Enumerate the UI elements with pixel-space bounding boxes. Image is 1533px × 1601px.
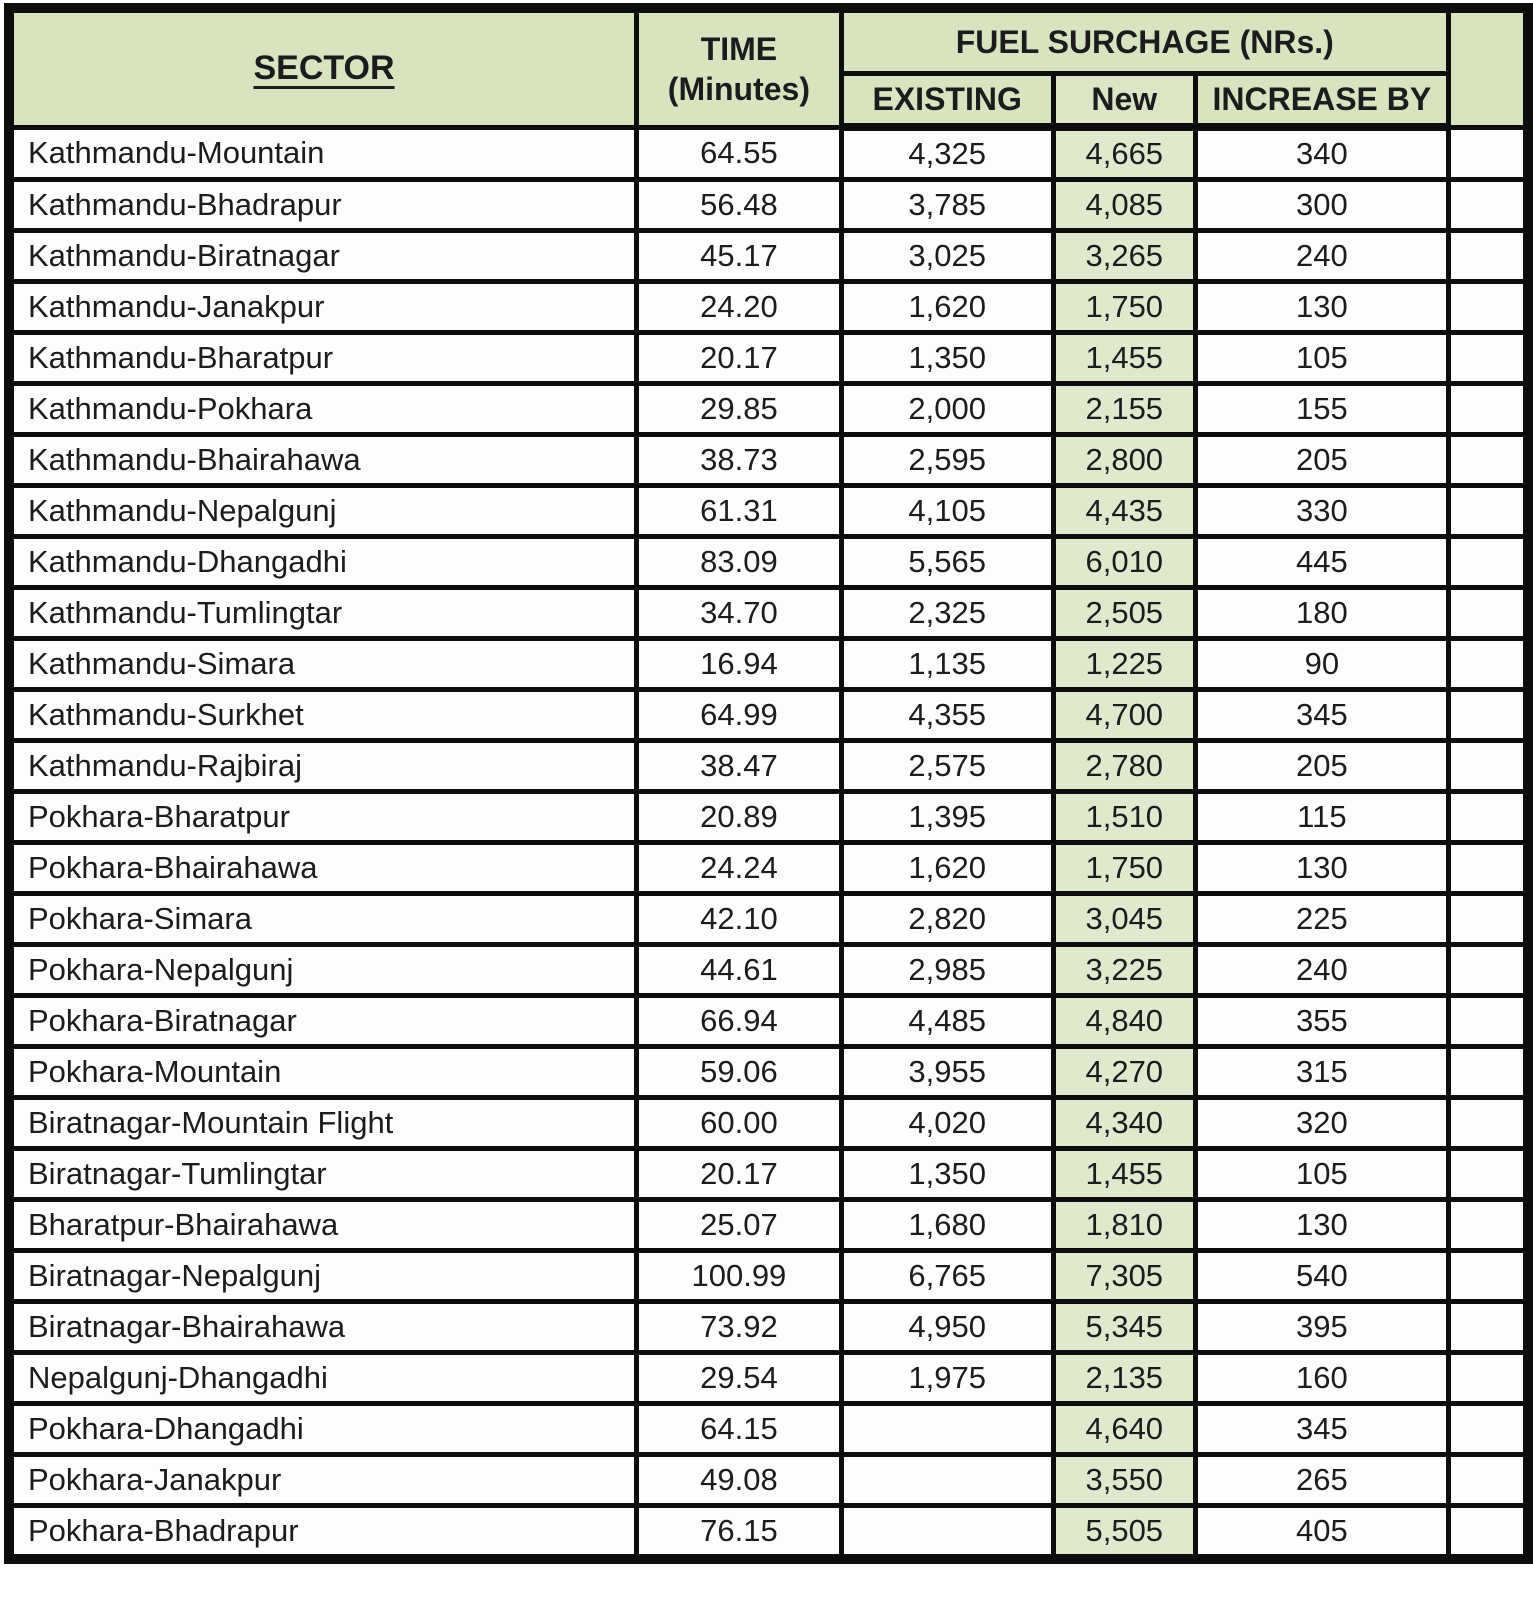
- time-cell: 59.06: [637, 1047, 842, 1098]
- increase-by-cell: 355: [1195, 996, 1448, 1047]
- new-surcharge-cell: 7,305: [1053, 1251, 1195, 1302]
- existing-surcharge-cell: 5,565: [841, 537, 1053, 588]
- new-surcharge-cell: 5,345: [1053, 1302, 1195, 1353]
- time-cell: 20.17: [637, 333, 842, 384]
- new-surcharge-cell: 6,010: [1053, 537, 1195, 588]
- increase-by-cell: 115: [1195, 792, 1448, 843]
- table-row: [9, 282, 1528, 333]
- time-cell: 76.15: [637, 1506, 842, 1560]
- table-row: [9, 1455, 1528, 1506]
- existing-surcharge-cell: 1,975: [841, 1353, 1053, 1404]
- sector-cell: Kathmandu-Mountain: [9, 127, 637, 180]
- increase-by-cell: 345: [1195, 690, 1448, 741]
- partial-column-cell: [1448, 127, 1528, 180]
- increase-by-cell: 130: [1195, 843, 1448, 894]
- sector-cell: Pokhara-Janakpur: [9, 1455, 637, 1506]
- new-surcharge-cell: 3,225: [1053, 945, 1195, 996]
- table-row: [9, 1047, 1528, 1098]
- time-cell: 25.07: [637, 1200, 842, 1251]
- table-row: [9, 180, 1528, 231]
- sector-cell: Kathmandu-Biratnagar: [9, 231, 637, 282]
- existing-surcharge-cell: 1,135: [841, 639, 1053, 690]
- table-row: [9, 894, 1528, 945]
- partial-column-cell: [1448, 282, 1528, 333]
- sector-cell: Biratnagar-Bhairahawa: [9, 1302, 637, 1353]
- header-time-line1: TIME: [700, 30, 778, 67]
- time-cell: 16.94: [637, 639, 842, 690]
- existing-surcharge-cell: 4,325: [841, 127, 1053, 180]
- table-row: [9, 843, 1528, 894]
- table-row: [9, 639, 1528, 690]
- existing-surcharge-cell: 6,765: [841, 1251, 1053, 1302]
- existing-surcharge-cell: 3,025: [841, 231, 1053, 282]
- increase-by-cell: 155: [1195, 384, 1448, 435]
- new-surcharge-cell: 1,455: [1053, 1149, 1195, 1200]
- sector-cell: Kathmandu-Surkhet: [9, 690, 637, 741]
- sector-cell: Biratnagar-Tumlingtar: [9, 1149, 637, 1200]
- new-surcharge-cell: 2,800: [1053, 435, 1195, 486]
- existing-surcharge-cell: 3,955: [841, 1047, 1053, 1098]
- increase-by-cell: 265: [1195, 1455, 1448, 1506]
- sector-cell: Kathmandu-Simara: [9, 639, 637, 690]
- existing-surcharge-cell: 1,395: [841, 792, 1053, 843]
- new-surcharge-cell: 4,700: [1053, 690, 1195, 741]
- header-existing: EXISTING: [841, 74, 1053, 128]
- existing-surcharge-cell: 2,000: [841, 384, 1053, 435]
- time-cell: 60.00: [637, 1098, 842, 1149]
- existing-surcharge-cell: 2,985: [841, 945, 1053, 996]
- new-surcharge-cell: 4,270: [1053, 1047, 1195, 1098]
- sector-cell: Nepalgunj-Dhangadhi: [9, 1353, 637, 1404]
- time-cell: 29.85: [637, 384, 842, 435]
- existing-surcharge-cell: 1,350: [841, 1149, 1053, 1200]
- time-cell: 56.48: [637, 180, 842, 231]
- existing-surcharge-cell: 4,105: [841, 486, 1053, 537]
- partial-column-cell: [1448, 231, 1528, 282]
- partial-column-cell: [1448, 1149, 1528, 1200]
- increase-by-cell: 105: [1195, 1149, 1448, 1200]
- new-surcharge-cell: 1,810: [1053, 1200, 1195, 1251]
- table-row: [9, 384, 1528, 435]
- sector-cell: Biratnagar-Mountain Flight: [9, 1098, 637, 1149]
- partial-column-cell: [1448, 1098, 1528, 1149]
- partial-column-cell: [1448, 1047, 1528, 1098]
- sector-cell: Biratnagar-Nepalgunj: [9, 1251, 637, 1302]
- sector-cell: Pokhara-Bhairahawa: [9, 843, 637, 894]
- sector-cell: Pokhara-Bhadrapur: [9, 1506, 637, 1560]
- time-cell: 49.08: [637, 1455, 842, 1506]
- new-surcharge-cell: 3,265: [1053, 231, 1195, 282]
- increase-by-cell: 225: [1195, 894, 1448, 945]
- time-cell: 20.89: [637, 792, 842, 843]
- sector-cell: Pokhara-Mountain: [9, 1047, 637, 1098]
- time-cell: 38.47: [637, 741, 842, 792]
- time-cell: 44.61: [637, 945, 842, 996]
- time-cell: 73.92: [637, 1302, 842, 1353]
- table-row: [9, 1251, 1528, 1302]
- time-cell: 61.31: [637, 486, 842, 537]
- partial-column-cell: [1448, 384, 1528, 435]
- existing-surcharge-cell: 4,950: [841, 1302, 1053, 1353]
- existing-surcharge-cell: [841, 1506, 1053, 1560]
- existing-surcharge-cell: 2,820: [841, 894, 1053, 945]
- new-surcharge-cell: 4,435: [1053, 486, 1195, 537]
- header-sector: [9, 8, 637, 127]
- existing-surcharge-cell: 1,680: [841, 1200, 1053, 1251]
- new-surcharge-cell: 2,505: [1053, 588, 1195, 639]
- partial-column-cell: [1448, 639, 1528, 690]
- table-row: [9, 996, 1528, 1047]
- table-row: [9, 333, 1528, 384]
- sector-cell: Pokhara-Bharatpur: [9, 792, 637, 843]
- time-cell: 42.10: [637, 894, 842, 945]
- partial-column-cell: [1448, 486, 1528, 537]
- new-surcharge-cell: 5,505: [1053, 1506, 1195, 1560]
- new-surcharge-cell: 3,550: [1053, 1455, 1195, 1506]
- increase-by-cell: 205: [1195, 741, 1448, 792]
- time-cell: 34.70: [637, 588, 842, 639]
- existing-surcharge-cell: 1,620: [841, 282, 1053, 333]
- time-cell: 66.94: [637, 996, 842, 1047]
- existing-surcharge-cell: 4,355: [841, 690, 1053, 741]
- partial-column-cell: [1448, 1353, 1528, 1404]
- time-cell: 24.24: [637, 843, 842, 894]
- sector-cell: Kathmandu-Bhairahawa: [9, 435, 637, 486]
- sector-cell: Kathmandu-Dhangadhi: [9, 537, 637, 588]
- table-row: [9, 1302, 1528, 1353]
- increase-by-cell: 445: [1195, 537, 1448, 588]
- header-sector-label: SECTOR: [253, 49, 395, 88]
- partial-column-cell: [1448, 1404, 1528, 1455]
- table-row: [9, 741, 1528, 792]
- sector-cell: Kathmandu-Nepalgunj: [9, 486, 637, 537]
- increase-by-cell: 300: [1195, 180, 1448, 231]
- sector-cell: Kathmandu-Janakpur: [9, 282, 637, 333]
- increase-by-cell: 240: [1195, 231, 1448, 282]
- increase-by-cell: 405: [1195, 1506, 1448, 1560]
- partial-column-cell: [1448, 843, 1528, 894]
- sector-cell: Kathmandu-Rajbiraj: [9, 741, 637, 792]
- new-surcharge-cell: 1,510: [1053, 792, 1195, 843]
- table-row: [9, 1200, 1528, 1251]
- sector-cell: Kathmandu-Pokhara: [9, 384, 637, 435]
- increase-by-cell: 320: [1195, 1098, 1448, 1149]
- existing-surcharge-cell: 1,350: [841, 333, 1053, 384]
- sector-cell: Bharatpur-Bhairahawa: [9, 1200, 637, 1251]
- header-increase-by: INCREASE BY: [1195, 74, 1448, 128]
- time-cell: 83.09: [637, 537, 842, 588]
- increase-by-cell: 395: [1195, 1302, 1448, 1353]
- increase-by-cell: 205: [1195, 435, 1448, 486]
- new-surcharge-cell: 1,225: [1053, 639, 1195, 690]
- time-cell: 38.73: [637, 435, 842, 486]
- table-row: [9, 1404, 1528, 1455]
- increase-by-cell: 330: [1195, 486, 1448, 537]
- partial-column-cell: [1448, 894, 1528, 945]
- partial-column-cell: [1448, 1455, 1528, 1506]
- time-cell: 64.99: [637, 690, 842, 741]
- partial-column-cell: [1448, 945, 1528, 996]
- sector-cell: Pokhara-Dhangadhi: [9, 1404, 637, 1455]
- sector-cell: Kathmandu-Bharatpur: [9, 333, 637, 384]
- table-row: [9, 1353, 1528, 1404]
- partial-column-cell: [1448, 537, 1528, 588]
- table-row: [9, 537, 1528, 588]
- sector-cell: Kathmandu-Bhadrapur: [9, 180, 637, 231]
- table-row: [9, 435, 1528, 486]
- new-surcharge-cell: 1,750: [1053, 843, 1195, 894]
- increase-by-cell: 90: [1195, 639, 1448, 690]
- new-surcharge-cell: 2,135: [1053, 1353, 1195, 1404]
- time-cell: 24.20: [637, 282, 842, 333]
- new-surcharge-cell: 4,085: [1053, 180, 1195, 231]
- new-surcharge-cell: 2,155: [1053, 384, 1195, 435]
- increase-by-cell: 180: [1195, 588, 1448, 639]
- table-row: [9, 127, 1528, 180]
- table-row: [9, 945, 1528, 996]
- new-surcharge-cell: 4,665: [1053, 127, 1195, 180]
- existing-surcharge-cell: 4,485: [841, 996, 1053, 1047]
- header-partial-column: [1448, 8, 1528, 127]
- partial-column-cell: [1448, 588, 1528, 639]
- new-surcharge-cell: 1,455: [1053, 333, 1195, 384]
- existing-surcharge-cell: 2,325: [841, 588, 1053, 639]
- partial-column-cell: [1448, 180, 1528, 231]
- new-surcharge-cell: 2,780: [1053, 741, 1195, 792]
- new-surcharge-cell: 4,840: [1053, 996, 1195, 1047]
- partial-column-cell: [1448, 435, 1528, 486]
- table-row: [9, 588, 1528, 639]
- sector-cell: Pokhara-Biratnagar: [9, 996, 637, 1047]
- header-time: [637, 8, 842, 127]
- sector-cell: Pokhara-Simara: [9, 894, 637, 945]
- fuel-surcharge-table: [4, 3, 1533, 1564]
- partial-column-cell: [1448, 333, 1528, 384]
- increase-by-cell: 130: [1195, 282, 1448, 333]
- table-row: [9, 792, 1528, 843]
- partial-column-cell: [1448, 792, 1528, 843]
- header-fuel-surcharge-group: FUEL SURCHAGE (NRs.): [841, 8, 1448, 74]
- new-surcharge-cell: 3,045: [1053, 894, 1195, 945]
- partial-column-cell: [1448, 741, 1528, 792]
- table-row: [9, 1506, 1528, 1560]
- time-cell: 64.55: [637, 127, 842, 180]
- partial-column-cell: [1448, 1302, 1528, 1353]
- existing-surcharge-cell: [841, 1455, 1053, 1506]
- table-row: [9, 690, 1528, 741]
- increase-by-cell: 345: [1195, 1404, 1448, 1455]
- increase-by-cell: 340: [1195, 127, 1448, 180]
- increase-by-cell: 240: [1195, 945, 1448, 996]
- existing-surcharge-cell: [841, 1404, 1053, 1455]
- existing-surcharge-cell: 2,595: [841, 435, 1053, 486]
- header-new: New: [1053, 74, 1195, 128]
- time-cell: 45.17: [637, 231, 842, 282]
- table-row: [9, 231, 1528, 282]
- partial-column-cell: [1448, 996, 1528, 1047]
- table-row: [9, 486, 1528, 537]
- increase-by-cell: 160: [1195, 1353, 1448, 1404]
- increase-by-cell: 540: [1195, 1251, 1448, 1302]
- time-cell: 64.15: [637, 1404, 842, 1455]
- sector-cell: Kathmandu-Tumlingtar: [9, 588, 637, 639]
- existing-surcharge-cell: 2,575: [841, 741, 1053, 792]
- header-time-line2: (Minutes): [667, 70, 810, 107]
- existing-surcharge-cell: 4,020: [841, 1098, 1053, 1149]
- new-surcharge-cell: 1,750: [1053, 282, 1195, 333]
- new-surcharge-cell: 4,340: [1053, 1098, 1195, 1149]
- existing-surcharge-cell: 1,620: [841, 843, 1053, 894]
- increase-by-cell: 130: [1195, 1200, 1448, 1251]
- table-row: [9, 1149, 1528, 1200]
- partial-column-cell: [1448, 1251, 1528, 1302]
- existing-surcharge-cell: 3,785: [841, 180, 1053, 231]
- sector-cell: Pokhara-Nepalgunj: [9, 945, 637, 996]
- table-row: [9, 1098, 1528, 1149]
- time-cell: 100.99: [637, 1251, 842, 1302]
- partial-column-cell: [1448, 1506, 1528, 1560]
- partial-column-cell: [1448, 1200, 1528, 1251]
- time-cell: 20.17: [637, 1149, 842, 1200]
- partial-column-cell: [1448, 690, 1528, 741]
- increase-by-cell: 315: [1195, 1047, 1448, 1098]
- time-cell: 29.54: [637, 1353, 842, 1404]
- new-surcharge-cell: 4,640: [1053, 1404, 1195, 1455]
- increase-by-cell: 105: [1195, 333, 1448, 384]
